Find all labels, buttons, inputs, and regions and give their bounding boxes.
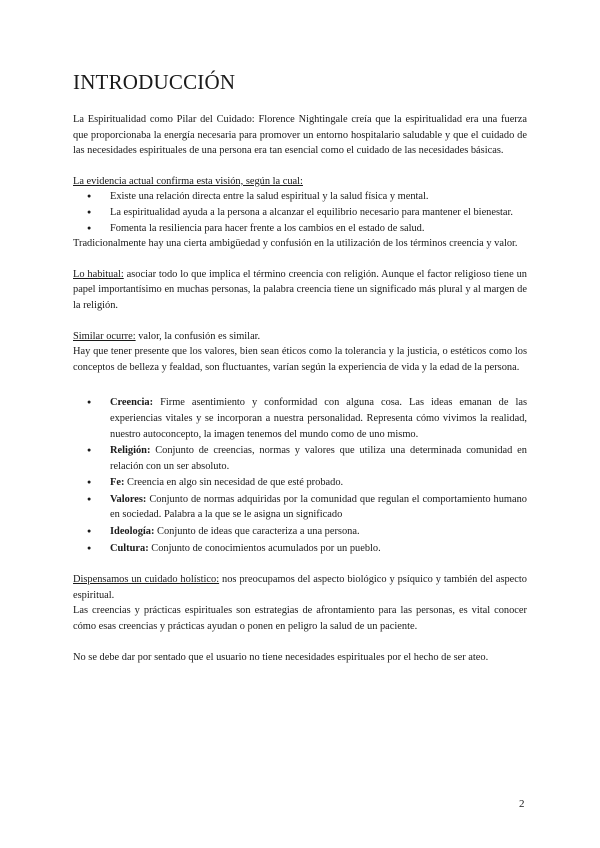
definition-text: Creencia en algo sin necesidad de que esté probado.: [124, 477, 344, 489]
definition-text: Conjunto de creencias, normas y valores que utiliza una determinada comunidad en relación con un ser absoluto.: [110, 445, 527, 472]
definition-item: [73, 395, 527, 442]
closing-paragraph: No se debe dar por sentado que el usuario no tiene necesidades espirituales por el hecho de ser ateo.: [73, 651, 489, 663]
document-body: [73, 112, 527, 665]
habitual-label: Lo habitual:: [73, 268, 124, 280]
definition-term: Creencia:: [110, 397, 154, 409]
similar-label: Similar ocurre:: [73, 330, 136, 342]
ambiguity-paragraph: Tradicionalmente hay una cierta ambigüedad y confusión en la utilización de los términos creencia y valor.: [73, 238, 518, 250]
definitions-list: [73, 395, 527, 556]
coping-paragraph: Las creencias y prácticas espirituales son estrategias de afrontamiento para las personas, es vital conocer cómo esas creencias y prácticas ayudan o ponen en peligro la salud de un paciente.: [73, 605, 527, 633]
definition-text: Conjunto de normas adquiridas por la comunidad que regulan el comportamiento humano en sociedad. Palabra a la que se le asigna un significado: [110, 493, 527, 521]
habitual-text: asociar todo lo que implica el término creencia con religión. Aunque el factor religioso tiene un papel importantísimo en muchas personas, la palabra creencia tiene un significado más plural y al margen de la religión.: [73, 268, 527, 311]
definition-term: Valores:: [110, 493, 147, 505]
definition-term: Religión:: [110, 445, 151, 457]
definition-term: Ideología:: [110, 526, 155, 538]
definition-item: [73, 541, 527, 557]
page-title: INTRODUCCIÓN: [73, 70, 236, 94]
intro-paragraph: La Espiritualidad como Pilar del Cuidado: Florence Nightingale creía que la espiritualidad era una fuerza que proporcionaba la energía necesaria para promover un entorno hospitalario saludable y que el cuidado de las necesidades espirituales de una persona era tan esencial como el cuidado de las necesidades básicas.: [73, 114, 527, 157]
holistic-line: [73, 572, 527, 603]
evidence-item: ● Fomenta la resiliencia para hacer frente a los cambios en el estado de salud.: [73, 221, 527, 237]
definition-text: Conjunto de ideas que caracteriza a una persona.: [154, 526, 360, 538]
similar-text: valor, la confusión es similar.: [135, 330, 261, 342]
definition-text: Conjunto de conocimientos acumulados por un pueblo.: [148, 542, 381, 554]
similar-line: [73, 329, 527, 345]
page-number: 2: [519, 798, 525, 810]
habitual-paragraph: [73, 267, 527, 314]
evidence-item: ● Existe una relación directa entre la salud espiritual y la salud física y mental.: [73, 189, 527, 205]
definition-item: [73, 475, 527, 491]
definition-item: [73, 443, 527, 474]
definition-item: [73, 524, 527, 540]
holistic-label: Dispensamos un cuidado holístico:: [73, 574, 220, 586]
evidence-item: ● La espiritualidad ayuda a la persona a alcanzar el equilibrio necesario para mantener el bienestar.: [73, 205, 527, 221]
definition-item: [73, 492, 527, 523]
holistic-text: nos preocupamos del aspecto biológico y psíquico y también del aspecto espiritual.: [73, 574, 527, 601]
evidence-list: [73, 189, 527, 236]
values-paragraph: Hay que tener presente que los valores, bien sean éticos como la tolerancia y la justicia, o estéticos como los conceptos de belleza y fealdad, son fluctuantes, varían según la experiencia de vida y la edad de la persona.: [73, 346, 527, 373]
definition-term: Fe:: [110, 477, 125, 489]
definition-term: Cultura:: [110, 542, 149, 554]
evidence-heading: La evidencia actual confirma esta visión, según la cual:: [73, 175, 303, 187]
definition-text: Firme asentimiento y conformidad con alguna cosa. Las ideas emanan de las experiencias vitales y se incorporan a nuestra personalidad. Representa cómo vivimos la realidad, nuestro autoconcepto, la imagen tenemos del mundo como de uno mismo.: [110, 397, 527, 440]
